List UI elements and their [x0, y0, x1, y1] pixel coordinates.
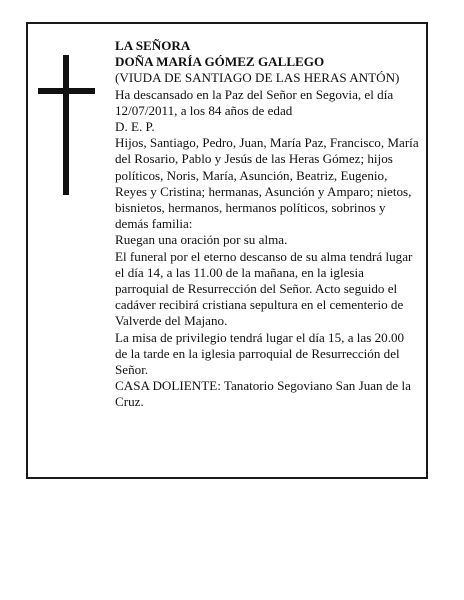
- mass-paragraph: La misa de privilegio tendrá lugar el día 15, a las 20.00 de la tarde en la iglesia parroquial de Resurrección del Señor.: [115, 329, 405, 378]
- cross-vertical-bar: [63, 55, 69, 195]
- cross-horizontal-bar: [38, 88, 95, 94]
- family-paragraph: Hijos, Santiago, Pedro, Juan, María Paz, Francisco, María del Rosario, Pablo y Jesús de las Heras Gómez; hijos políticos, Noris, María, Asunción, Beatriz, Eugenio, Reyes y Cristina; hermanas, Asunción y Amparo; nietos, bisnietos, hermanos, hermanos políticos, sobrinos y demás familia:: [115, 135, 419, 232]
- widow-note: (VIUDA DE SANTIAGO DE LAS HERAS ANTÓN): [115, 70, 400, 86]
- title-line: LA SEÑORA: [115, 38, 191, 53]
- house-paragraph: CASA DOLIENTE: Tanatorio Segoviano San Juan de la Cruz.: [115, 378, 411, 410]
- funeral-paragraph: El funeral por el eterno descanso de su alma tendrá lugar el día 14, a las 11.00 de la mañana, en la iglesia parroquial de Resurrección del Señor. Acto seguido el cadáver recibirá cristiana sepultura en el cementerio de Valverde del Majano.: [115, 248, 413, 329]
- prayer-line: Ruegan una oración por su alma.: [115, 232, 288, 248]
- notice-text: [115, 38, 419, 411]
- dep-line: D. E. P.: [115, 119, 155, 135]
- rest-paragraph: Ha descansado en la Paz del Señor en Segovia, el día 12/07/2011, a los 84 años de edad: [115, 86, 394, 118]
- deceased-name: DOÑA MARÍA GÓMEZ GALLEGO: [115, 54, 325, 70]
